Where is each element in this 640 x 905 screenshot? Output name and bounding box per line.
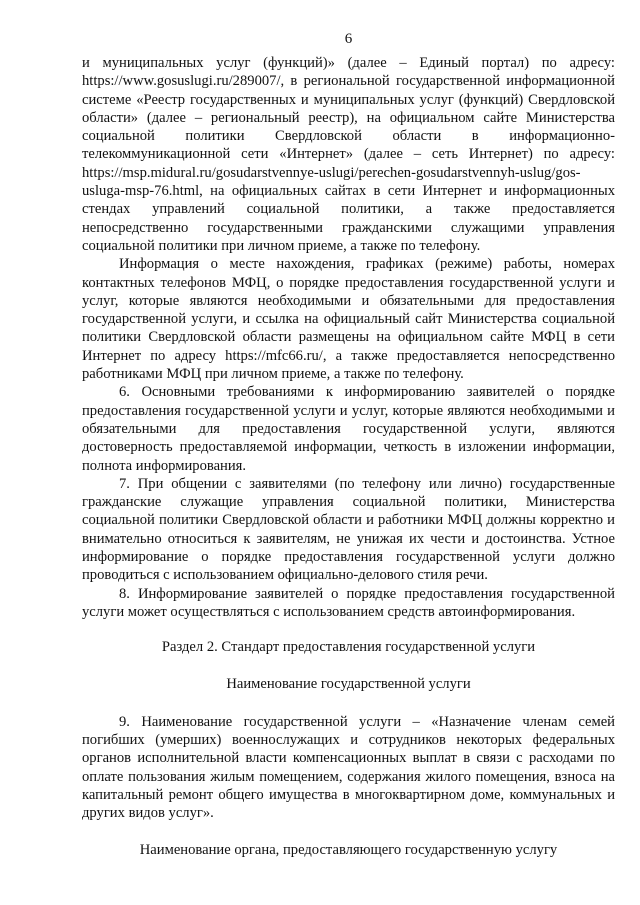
- document-page: [82, 30, 615, 859]
- paragraph-continuation: и муниципальных услуг (функций)» (далее – Единый портал) по адресу: https://www.gosuslugi.ru/289007/, в региональной государственной информационной системе «Реестр государственных и муниципальных услуг (функций) Свердловской области» (далее – региональный реестр), на официальном сайте Министерства социальной политики Свердловской области в информационно-телекоммуникационной сети «Интернет» (далее – сеть Интернет) по адресу: https://msp.midural.ru/gosudarstvennye-uslugi/perechen-gosudarstvennyh-uslug/gos-usluga-msp-76.html, на официальных сайтах в сети Интернет и информационных стендах управлений социальной политики, а также предоставляется непосредственно государственными гражданскими служащими управления социальной политики при личном приеме, а также по телефону.: [82, 55, 615, 254]
- section-heading: Раздел 2. Стандарт предоставления государственной услуги: [161, 639, 536, 656]
- paragraph-mfc-info: Информация о месте нахождения, графиках (режиме) работы, номерах контактных телефонов МФЦ, о порядке предоставления государственной услуги и услуг, которые являются необходимыми и обязательными для предоставления государственной услуги, и ссылка на официальный сайт Министерства социальной политики Свердловской области размещены на официальном сайте МФЦ в сети Интернет по адресу https://mfc66.ru/, а также предоставляется непосредственно работниками МФЦ при личном приеме, а также по телефону.: [82, 256, 615, 383]
- paragraph-6: 6. Основными требованиями к информированию заявителей о порядке предоставления государственной услуги и услуг, которые являются необходимыми и обязательными для предоставления государственной услуги, являются достоверность предоставляемой информации, четкость в изложении информации, полнота информирования.: [82, 384, 615, 474]
- paragraph-8: 8. Информирование заявителей о порядке предоставления государственной услуги может осуществляться с использованием средств автоинформирования.: [82, 585, 615, 620]
- subsection-heading-service-name: Наименование государственной услуги: [226, 675, 471, 692]
- page-number: 6: [344, 31, 353, 47]
- paragraph-9: 9. Наименование государственной услуги – «Назначение членам семей погибших (умерших) военнослужащих и сотрудников некоторых федеральных органов исполнительной власти компенсационных выплат в связи с расходами по оплате пользования жилым помещением, содержания жилого помещения, взноса на капитальный ремонт общего имущества в многоквартирном доме, коммунальных и других видов услуг».: [82, 713, 615, 822]
- paragraph-7: 7. При общении с заявителями (по телефону или лично) государственные гражданские служащие управления социальной политики, Министерства социальной политики Свердловской области и работники МФЦ должны корректно и внимательно относиться к заявителям, не унижая их чести и достоинства. Устное информирование о порядке предоставления государственной услуги должно проводиться с использованием официально-делового стиля речи.: [82, 475, 615, 584]
- subsection-heading-organ-name: Наименование органа, предоставляющего государственную услугу: [139, 841, 558, 858]
